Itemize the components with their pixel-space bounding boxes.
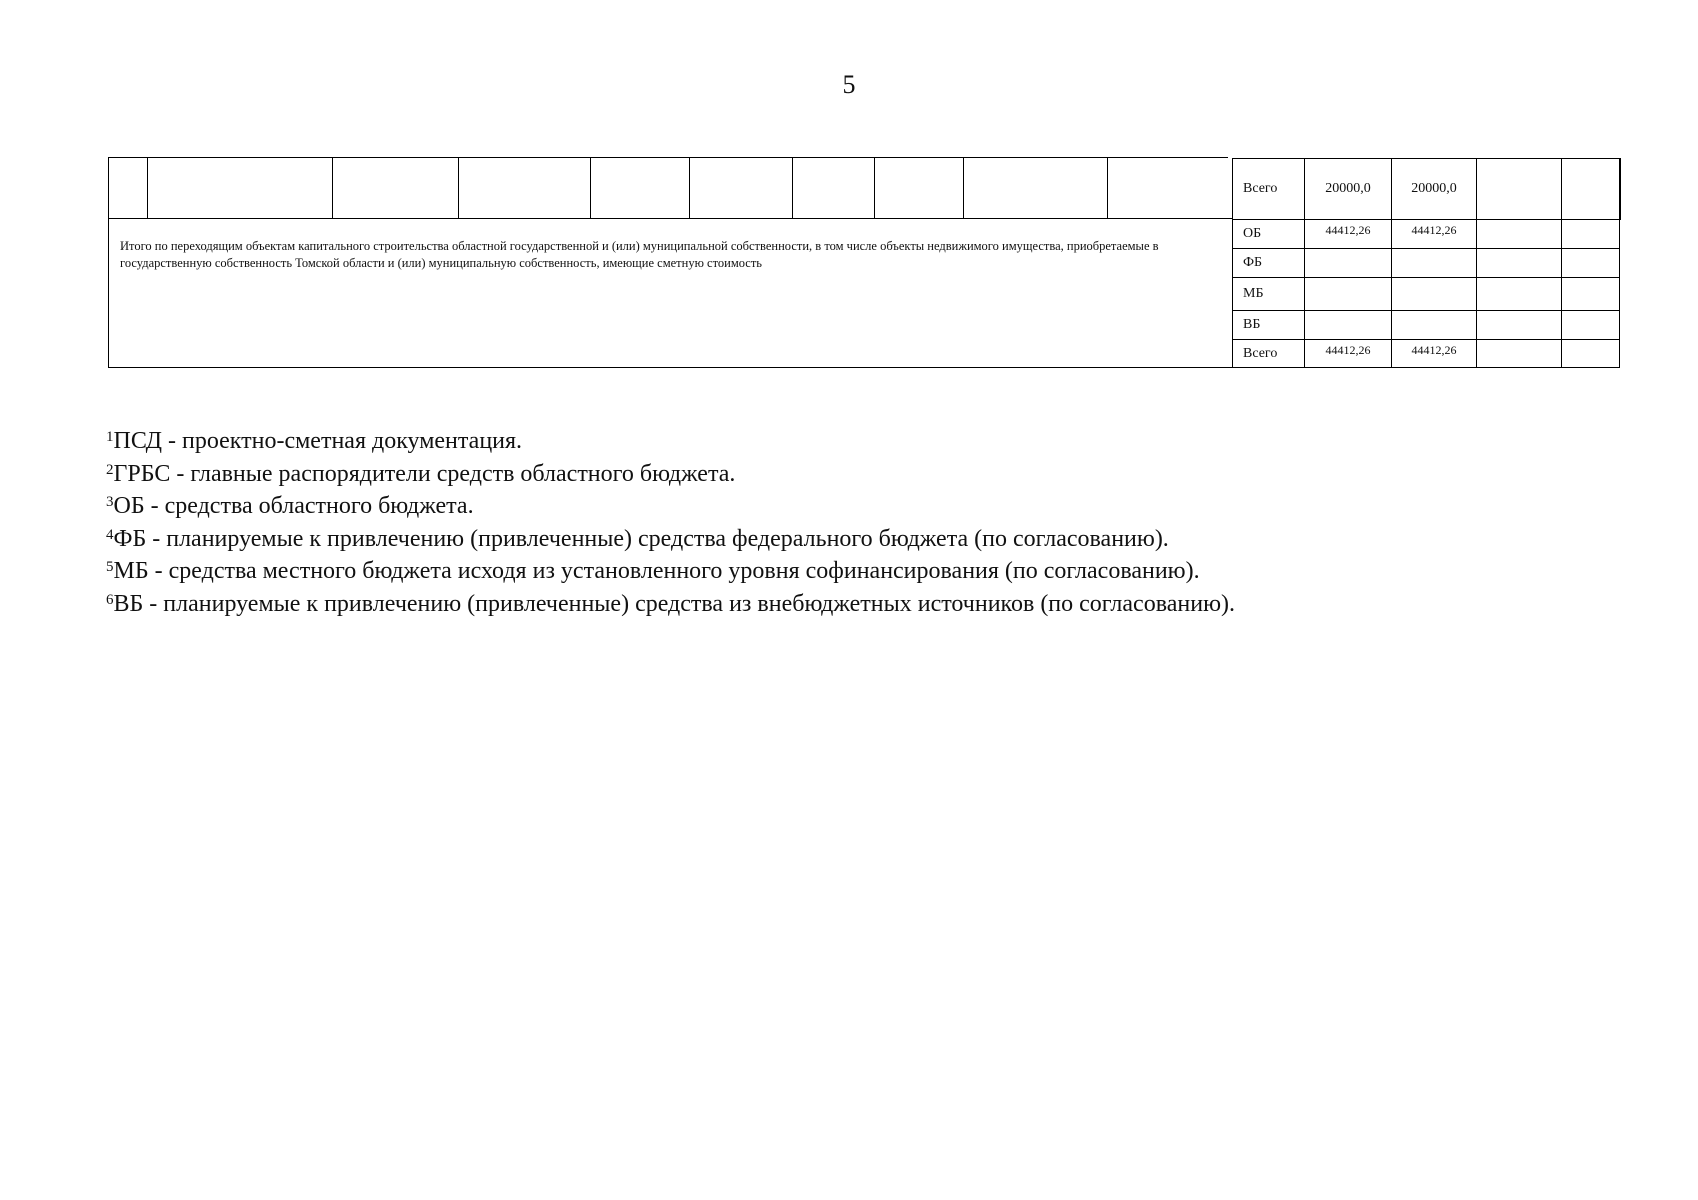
empty-column-divider [458,158,459,218]
table-row [1233,278,1620,311]
empty-column-divider [689,158,690,218]
footnote-text: ПСД - проектно-сметная документация. [113,428,523,454]
value-cell: 20000,0 [1392,159,1477,220]
table-row [1233,159,1620,220]
footnote-number: 1 [106,429,114,445]
funding-label: ВБ [1233,311,1305,340]
funding-label: Всего [1233,340,1305,368]
footnote [106,458,1235,491]
value-cell [1392,278,1477,311]
value-cell [1477,159,1562,220]
row-divider [108,218,1232,219]
value-cell [1477,311,1562,340]
footnote [106,588,1235,621]
footnote-text: ГРБС - главные распорядители средств областного бюджета. [113,460,736,487]
value-cell: 44412,26 [1305,340,1392,368]
empty-column-divider [963,158,964,218]
value-cell [1562,249,1620,278]
value-cell [1562,159,1620,220]
empty-column-divider [332,158,333,218]
footnote-number: 6 [106,591,114,608]
value-cell [1305,311,1392,340]
funding-label: Всего [1233,159,1305,220]
value-cell [1477,249,1562,278]
footnote [106,555,1235,588]
summary-row-text: Итого по переходящим объектам капитального строительства областной государственной и (или) муниципальной собственности, в том числе объекты недвижимого имущества, приобретаемые в государственную собственность Томской области и (или) муниципальную собственность, имеющие сметную стоимость [120,239,1159,270]
value-cell [1562,278,1620,311]
footnote-text: МБ - средства местного бюджета исходя из установленного уровня софинансирования (по согласованию). [113,558,1200,584]
footnotes [106,425,1235,620]
value-cell: 44412,26 [1305,220,1392,249]
value-cell [1562,311,1620,340]
footnote-text: ОБ - средства областного бюджета. [113,493,474,519]
value-cell [1305,278,1392,311]
table-row [1233,249,1620,278]
footnote-text: ВБ - планируемые к привлечению (привлеченные) средства из внебюджетных источников (по согласованию). [113,590,1235,617]
empty-column-divider [1107,158,1108,218]
funding-label: ОБ [1233,220,1305,249]
value-cell [1305,249,1392,278]
empty-column-divider [792,158,793,218]
funding-label: МБ [1233,278,1305,311]
footnote-number: 2 [106,461,114,478]
footnote-number: 5 [106,559,114,575]
empty-column-divider [147,158,148,218]
funding-label: ФБ [1233,249,1305,278]
footnote-number: 3 [106,494,114,510]
empty-column-divider [874,158,875,218]
footnote [106,523,1235,556]
value-cell [1562,340,1620,368]
table-row [1233,220,1620,249]
value-cell [1477,220,1562,249]
value-cell: 44412,26 [1392,340,1477,368]
footnote [106,425,1235,458]
footnote-text: ФБ - планируемые к привлечению (привлеченные) средства федерального бюджета (по согласованию). [113,525,1169,552]
table-row [1233,311,1620,340]
value-cell [1392,249,1477,278]
value-cell [1477,340,1562,368]
value-cell [1477,278,1562,311]
page-number: 5 [842,70,856,99]
value-cell: 44412,26 [1392,220,1477,249]
table-row [1233,340,1620,368]
value-cell: 20000,0 [1305,159,1392,220]
footnote-number: 4 [106,526,114,543]
empty-column-divider [590,158,591,218]
footnote [106,490,1235,523]
value-cell [1562,220,1620,249]
finance-table [1232,158,1621,368]
value-cell [1392,311,1477,340]
